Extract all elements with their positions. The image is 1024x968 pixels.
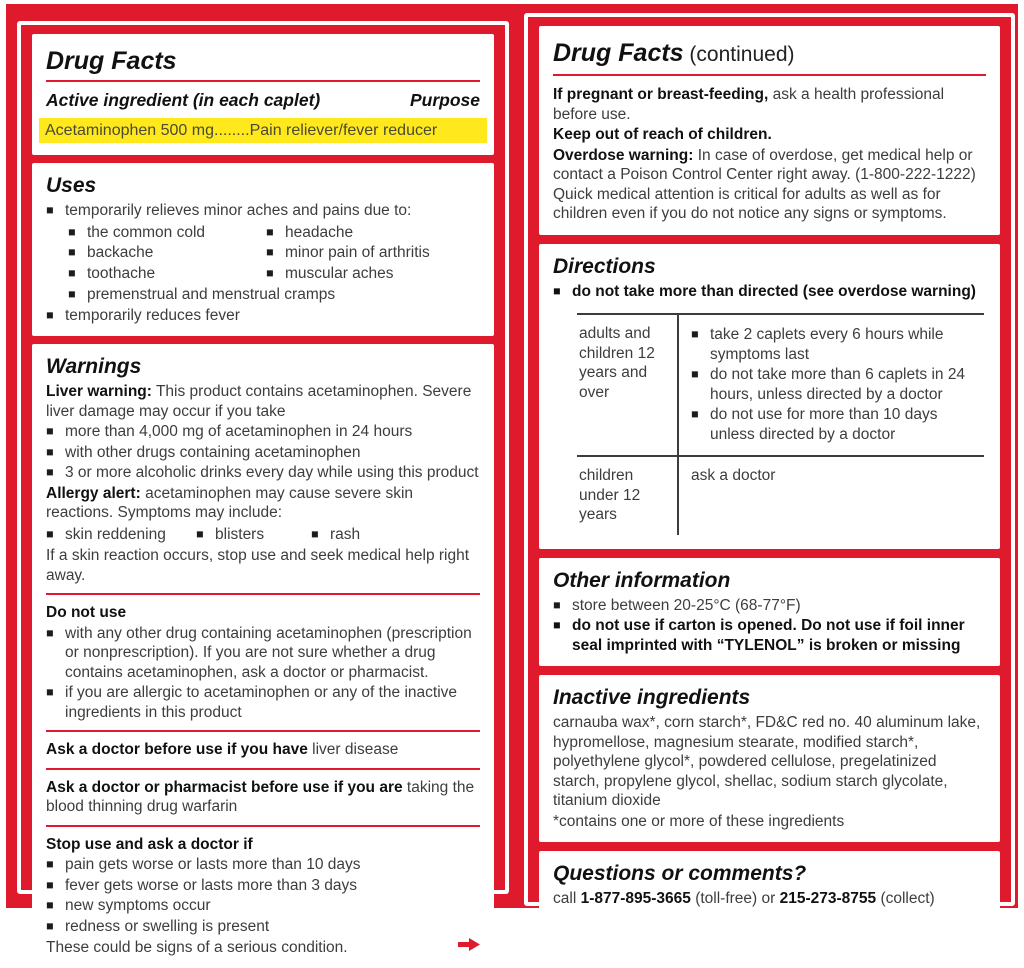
- ask-doctor-line: [46, 740, 480, 760]
- uses-title: Uses: [46, 174, 97, 197]
- collect-phone-number: 215-273-8755: [779, 890, 877, 907]
- active-ingredient-heading: Active ingredient (in each caplet): [46, 90, 321, 110]
- use-item: ■ the common cold: [68, 223, 266, 243]
- dosage-row-children: [577, 457, 984, 535]
- collect-suffix: (collect): [876, 890, 935, 907]
- questions-title: Questions or comments?: [553, 862, 807, 885]
- stop-use-bullet: ■ fever gets worse or lasts more than 3 days: [46, 876, 480, 896]
- overdose-warning: [553, 146, 986, 224]
- ask-doctor-rest: liver disease: [307, 741, 399, 758]
- inactive-ingredients-title: Inactive ingredients: [553, 686, 751, 709]
- allergy-symptom: ■ rash: [311, 525, 360, 545]
- use-item: ■ headache: [266, 223, 430, 243]
- storage-bullet: ■ store between 20-25°C (68-77°F): [553, 596, 986, 616]
- liver-warning-bullet: ■ 3 or more alcoholic drinks every day while using this product: [46, 463, 480, 483]
- allergy-alert-text: acetaminophen may cause severe skin reactions. Symptoms may include:: [46, 484, 414, 521]
- ask-doctor-bold: Ask a doctor before use if you have: [46, 741, 308, 758]
- use-item: ■ muscular aches: [266, 264, 430, 284]
- directions-section: [539, 244, 1000, 549]
- dosage-instructions: [679, 315, 984, 455]
- drug-facts-continued-title-suffix: (continued): [683, 43, 795, 66]
- directions-title: Directions: [553, 254, 656, 278]
- active-ingredient-section: [32, 34, 494, 155]
- pregnancy-warning-rest: ask a health professional before use.: [553, 86, 945, 123]
- liver-warning-paragraph: [46, 382, 480, 421]
- dosage-row-adults: [577, 315, 984, 457]
- stop-use-bullet: ■ pain gets worse or lasts more than 10 days: [46, 855, 480, 875]
- allergy-symptom: ■ skin reddening: [46, 525, 196, 545]
- other-information-title: Other information: [553, 568, 731, 592]
- inactive-ingredients-list: carnauba wax*, corn starch*, FD&C red no. 40 aluminum lake, hypromellose, magnesium stearate, modified starch*, polyethylene glycol*, powdered cellulose, pregelatinized starch, propylene glycol, shellac, sodium starch glycolate, titanium dioxide: [553, 714, 981, 809]
- dosage-age-group: adults and children 12 years and over: [577, 315, 679, 455]
- questions-phone-line: [553, 889, 986, 909]
- title-divider: [553, 74, 986, 76]
- use-item: ■ premenstrual and menstrual cramps: [68, 285, 480, 305]
- do-not-use-bullet: ■ if you are allergic to acetaminophen or any of the inactive ingredients in this product: [46, 683, 480, 722]
- active-ingredient-header-row: [46, 91, 480, 111]
- stop-use-bullet: ■ new symptoms occur: [46, 896, 480, 916]
- allergy-symptoms-row: [46, 524, 480, 546]
- drug-facts-continued-title: [553, 38, 986, 70]
- questions-section: [539, 851, 1000, 920]
- use-item: ■ backache: [68, 243, 266, 263]
- drug-facts-right-panel: [524, 13, 1015, 906]
- drug-facts-continued-title-main: Drug Facts: [553, 39, 684, 67]
- stop-use-footer-row: [46, 937, 480, 958]
- dosage-instructions: ask a doctor: [691, 467, 776, 484]
- continued-arrow-icon: [458, 937, 480, 958]
- stop-use-bullet: ■ redness or swelling is present: [46, 917, 480, 937]
- stop-use-footer: These could be signs of a serious condition.: [46, 938, 348, 956]
- liver-warning-text: This product contains acetaminophen. Severe liver damage may occur if you take: [46, 383, 472, 420]
- active-ingredient-value-highlighted: Acetaminophen 500 mg........Pain reliever/fever reducer: [39, 118, 487, 144]
- uses-column-2: [266, 222, 430, 285]
- liver-warning-label: Liver warning:: [46, 383, 152, 400]
- dosage-bullet: ■ do not use for more than 10 days unless directed by a doctor: [691, 405, 984, 444]
- pregnancy-warning-bold: If pregnant or breast-feeding,: [553, 86, 769, 103]
- warnings-title: Warnings: [46, 355, 142, 378]
- do-not-use-bullet: ■ with any other drug containing acetaminophen (prescription or nonprescription). If you are not sure whether a drug contains acetaminophen, ask a doctor or pharmacist.: [46, 624, 480, 683]
- other-information-section: [539, 558, 1000, 667]
- ask-pharmacist-rest: taking the blood thinning drug warfarin: [46, 778, 475, 815]
- allergy-alert-label: Allergy alert:: [46, 484, 141, 502]
- drug-facts-left-panel: [17, 21, 509, 956]
- allergy-footer: If a skin reaction occurs, stop use and seek medical help right away.: [46, 547, 470, 584]
- keep-out-of-reach-line: Keep out of reach of children.: [553, 126, 772, 143]
- uses-columns: [68, 222, 480, 285]
- tollfree-suffix: (toll-free) or: [690, 890, 780, 907]
- dosage-age-group: children under 12 years: [577, 457, 679, 535]
- liver-warning-bullet: ■ more than 4,000 mg of acetaminophen in 24 hours: [46, 422, 480, 442]
- do-not-use-title: Do not use: [46, 604, 127, 621]
- warnings-section: [32, 344, 494, 968]
- pregnancy-warning: [553, 85, 986, 124]
- section-divider: [46, 768, 480, 770]
- stop-use-title: Stop use and ask a doctor if: [46, 835, 253, 853]
- section-divider: [46, 730, 480, 732]
- overdose-warning-rest: In case of overdose, get medical help or contact a Poison Control Center right away. (1-800-222-1222) Quick medical attention is critical for adults as well as for children even if you do not notice any signs or symptoms.: [553, 146, 976, 222]
- directions-note: ■ do not take more than directed (see overdose warning): [553, 282, 986, 302]
- section-divider: [46, 825, 480, 827]
- tollfree-phone-number: 1-877-895-3665: [580, 890, 691, 907]
- allergy-symptom: ■ blisters: [196, 525, 311, 545]
- use-item: ■ toothache: [68, 264, 266, 284]
- purpose-heading: Purpose: [409, 90, 480, 110]
- liver-warning-bullet: ■ with other drugs containing acetaminophen: [46, 443, 480, 463]
- drug-facts-title: Drug Facts: [46, 47, 177, 75]
- inactive-ingredients-section: [539, 675, 1000, 842]
- uses-intro: ■ temporarily relieves minor aches and pains due to:: [46, 201, 480, 221]
- dosage-bullet: ■ do not take more than 6 caplets in 24 hours, unless directed by a doctor: [691, 365, 984, 404]
- section-divider: [46, 593, 480, 595]
- uses-column-1: [68, 222, 266, 285]
- ask-pharmacist-bold: Ask a doctor or pharmacist before use if you are: [46, 778, 403, 796]
- dosage-table: [577, 313, 984, 535]
- dosage-bullet: ■ take 2 caplets every 6 hours while symptoms last: [691, 325, 984, 364]
- overdose-warning-bold: Overdose warning:: [553, 146, 694, 164]
- continued-warnings-section: [539, 26, 1000, 235]
- carton-warning-bullet: ■ do not use if carton is opened. Do not use if foil inner seal imprinted with “TYLENOL” is broken or missing: [553, 616, 986, 655]
- call-prefix: call: [553, 890, 581, 907]
- allergy-alert-paragraph: [46, 484, 480, 523]
- uses-section: [32, 163, 494, 336]
- title-divider: [46, 80, 480, 82]
- use-item: ■ temporarily reduces fever: [46, 306, 480, 326]
- ask-pharmacist-line: [46, 778, 480, 817]
- inactive-ingredients-footnote: *contains one or more of these ingredients: [553, 812, 845, 830]
- use-item: ■ minor pain of arthritis: [266, 243, 430, 263]
